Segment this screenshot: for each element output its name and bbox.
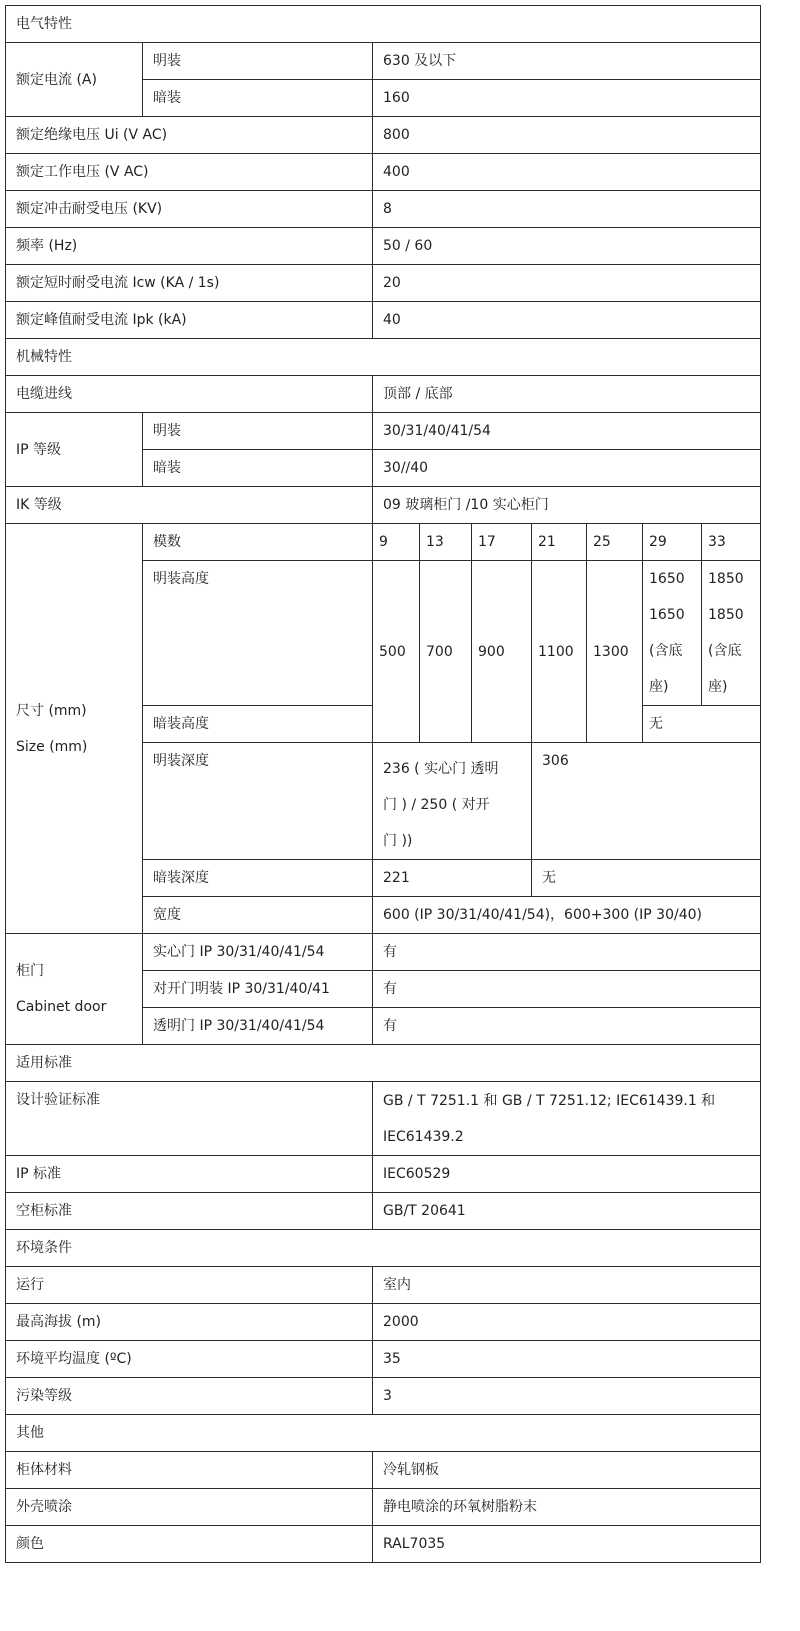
surface-depth-a-line: 236 ( 实心门 透明 [383,761,499,777]
ik-grade-label: IK 等级 [6,487,373,524]
row-label: 柜体材料 [6,1452,373,1489]
row-label: 额定冲击耐受电压 (KV) [6,191,373,228]
flush-depth-label: 暗装深度 [143,860,373,897]
flush-height-none: 无 [643,706,761,743]
door-label-en: Cabinet door [16,999,107,1015]
row-label: 最高海拔 (m) [6,1304,373,1341]
surface-height-label: 明装高度 [143,561,373,706]
ip-surface-value: 30/31/40/41/54 [373,413,761,450]
height-value: 700 [420,561,472,743]
row-label: 运行 [6,1267,373,1304]
section-other: 其他 [6,1415,761,1452]
height-29-line: 1650 [649,571,685,587]
height-29-line: 1650 [649,607,685,623]
design-standard-label: 设计验证标准 [6,1082,373,1156]
height-value: 1100 [532,561,587,743]
ip-standard-label: IP 标准 [6,1156,373,1193]
door-type-label: 实心门 IP 30/31/40/41/54 [143,934,373,971]
rated-current-label: 额定电流 (A) [6,43,143,117]
height-33-line: 1850 [708,571,744,587]
surface-depth-label: 明装深度 [143,743,373,860]
module-value: 9 [373,524,420,561]
size-label-en: Size (mm) [16,738,88,755]
ip-grade-label: IP 等级 [6,413,143,487]
door-label [6,934,143,1045]
door-type-label: 对开门明装 IP 30/31/40/41 [143,971,373,1008]
row-label: 额定短时耐受电流 Icw (KA / 1s) [6,265,373,302]
cable-entry-value: 顶部 / 底部 [373,376,761,413]
row-label: 额定绝缘电压 Ui (V AC) [6,117,373,154]
door-type-value: 有 [373,934,761,971]
width-label: 宽度 [143,897,373,934]
row-value: 50 / 60 [373,228,761,265]
row-label: 环境平均温度 (ºC) [6,1341,373,1378]
row-label: 污染等级 [6,1378,373,1415]
section-mechanical: 机械特性 [6,339,761,376]
row-label: 颜色 [6,1526,373,1563]
size-label-cn: 尺寸 (mm) [16,702,87,719]
module-value: 25 [587,524,643,561]
surface-depth-a [373,743,532,860]
surface-depth-a-line: 门 ) / 250 ( 对开 [383,797,490,813]
door-label-cn: 柜门 [16,963,44,979]
height-33-line: 1850 [708,607,744,623]
ip-flush-value: 30//40 [373,450,761,487]
height-value: 1300 [587,561,643,743]
section-electrical: 电气特性 [6,6,761,43]
module-value: 17 [472,524,532,561]
spec-table [5,5,761,1563]
rated-current-surface-value: 630 及以下 [373,43,761,80]
row-value: 2000 [373,1304,761,1341]
height-value: 500 [373,561,420,743]
ip-surface-label: 明装 [143,413,373,450]
row-label: 额定峰值耐受电流 Ipk (kA) [6,302,373,339]
height-29-line: 座) [649,679,669,695]
height-29-line: (含底 [649,643,683,659]
rated-current-surface-label: 明装 [143,43,373,80]
rated-current-flush-value: 160 [373,80,761,117]
cable-entry-label: 电缆进线 [6,376,373,413]
module-value: 29 [643,524,702,561]
ip-standard-value: IEC60529 [373,1156,761,1193]
height-29 [643,561,702,706]
row-label: 额定工作电压 (V AC) [6,154,373,191]
row-value: 3 [373,1378,761,1415]
design-standard-value [373,1082,761,1156]
module-value: 21 [532,524,587,561]
row-value: 800 [373,117,761,154]
door-type-label: 透明门 IP 30/31/40/41/54 [143,1008,373,1045]
section-environment: 环境条件 [6,1230,761,1267]
empty-cabinet-standard-value: GB/T 20641 [373,1193,761,1230]
surface-depth-a-line: 门 )) [383,833,413,849]
row-value: 8 [373,191,761,228]
modules-label: 模数 [143,524,373,561]
row-value: RAL7035 [373,1526,761,1563]
row-label: 频率 (Hz) [6,228,373,265]
flush-depth-b: 无 [532,860,761,897]
height-33-line: (含底 [708,643,742,659]
rated-current-flush-label: 暗装 [143,80,373,117]
flush-depth-a: 221 [373,860,532,897]
height-value: 900 [472,561,532,743]
flush-height-label: 暗装高度 [143,706,373,743]
ip-flush-label: 暗装 [143,450,373,487]
row-value: 冷轧钢板 [373,1452,761,1489]
design-standard-line: GB / T 7251.1 和 GB / T 7251.12; IEC61439.1 和 [383,1092,716,1109]
door-type-value: 有 [373,971,761,1008]
row-value: 40 [373,302,761,339]
row-value: 400 [373,154,761,191]
ik-grade-value: 09 玻璃柜门 /10 实心柜门 [373,487,761,524]
row-value: 室内 [373,1267,761,1304]
row-value: 35 [373,1341,761,1378]
height-33 [702,561,761,706]
module-value: 13 [420,524,472,561]
row-value: 20 [373,265,761,302]
module-value: 33 [702,524,761,561]
design-standard-line: IEC61439.2 [383,1128,464,1145]
empty-cabinet-standard-label: 空柜标准 [6,1193,373,1230]
size-label [6,524,143,934]
row-label: 外壳喷涂 [6,1489,373,1526]
width-value: 600 (IP 30/31/40/41/54)，600+300 (IP 30/40) [373,897,761,934]
surface-depth-b: 306 [532,743,761,860]
section-standards: 适用标准 [6,1045,761,1082]
row-value: 静电喷涂的环氧树脂粉末 [373,1489,761,1526]
height-33-line: 座) [708,679,728,695]
door-type-value: 有 [373,1008,761,1045]
